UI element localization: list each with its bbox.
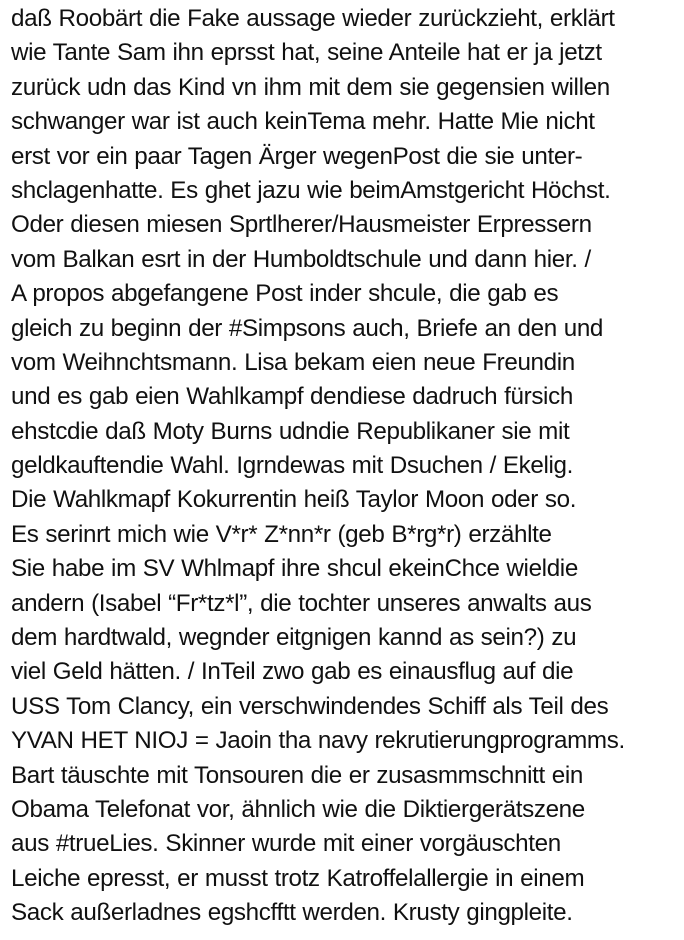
- body-text: [11, 2, 681, 931]
- text-line: gleich zu beginn der #Simpsons auch, Briefe an den und: [11, 314, 604, 342]
- text-line: erst vor ein paar Tagen Ärger wegenPost die sie unter-: [11, 142, 583, 170]
- text-line: Leiche epresst, er musst trotz Katroffelallergie in einem: [11, 864, 585, 892]
- text-line: wie Tante Sam ihn eprsst hat, seine Anteile hat er ja jetzt: [11, 39, 602, 67]
- text-line: geldkauftendie Wahl. Igrndewas mit Dsuchen / Ekelig.: [11, 452, 574, 480]
- text-line: daß Roobärt die Fake aussage wieder zurückzieht, erklärt: [11, 5, 615, 32]
- text-line: USS Tom Clancy, ein verschwindendes Schiff als Teil des: [11, 692, 609, 720]
- text-line: viel Geld hätten. / InTeil zwo gab es einausflug auf die: [11, 658, 574, 686]
- text-line: Sack außerladnes egshcfftt werden. Krusty gingpleite.: [11, 899, 573, 927]
- text-line: YVAN HET NIOJ = Jaoin tha navy rekrutierungprogramms.: [11, 727, 625, 755]
- text-line: vom Balkan esrt in der Humboldtschule und dann hier. /: [11, 245, 591, 273]
- text-line: ehstcdie daß Moty Burns udndie Republikaner sie mit: [11, 417, 570, 445]
- text-line: Es serinrt mich wie V*r* Z*nn*r (geb B*rg*r) erzählte: [11, 520, 552, 548]
- text-line: Sie habe im SV Whlmapf ihre shcul ekeinChce wieldie: [11, 555, 578, 583]
- text-line: schwanger war ist auch keinTema mehr. Hatte Mie nicht: [11, 108, 595, 136]
- text-line: Die Wahlkmapf Kokurrentin heiß Taylor Moon oder so.: [11, 486, 577, 514]
- text-line: andern (Isabel “Fr*tz*l”, die tochter unseres anwalts aus: [11, 589, 592, 617]
- text-line: Oder diesen miesen Sprtlherer/Hausmeister Erpressern: [11, 211, 592, 239]
- text-line: aus #trueLies. Skinner wurde mit einer vorgäuschten: [11, 830, 561, 858]
- text-line: Bart täuschte mit Tonsouren die er zusasmmschnitt ein: [11, 761, 583, 789]
- text-line: zurück udn das Kind vn ihm mit dem sie gegensien willen: [11, 73, 610, 101]
- text-line: shclagenhatte. Es ghet jazu wie beimAmstgericht Höchst.: [11, 176, 611, 204]
- text-line: und es gab eien Wahlkampf dendiese dadruch fürsich: [11, 383, 573, 411]
- text-line: dem hardtwald, wegnder eitgnigen kannd as sein?) zu: [11, 624, 577, 652]
- text-line: A propos abgefangene Post inder shcule, die gab es: [11, 280, 559, 308]
- text-line: Obama Telefonat vor, ähnlich wie die Diktiergerätszene: [11, 795, 585, 823]
- text-line: vom Weihnchtsmann. Lisa bekam eien neue Freundin: [11, 348, 575, 376]
